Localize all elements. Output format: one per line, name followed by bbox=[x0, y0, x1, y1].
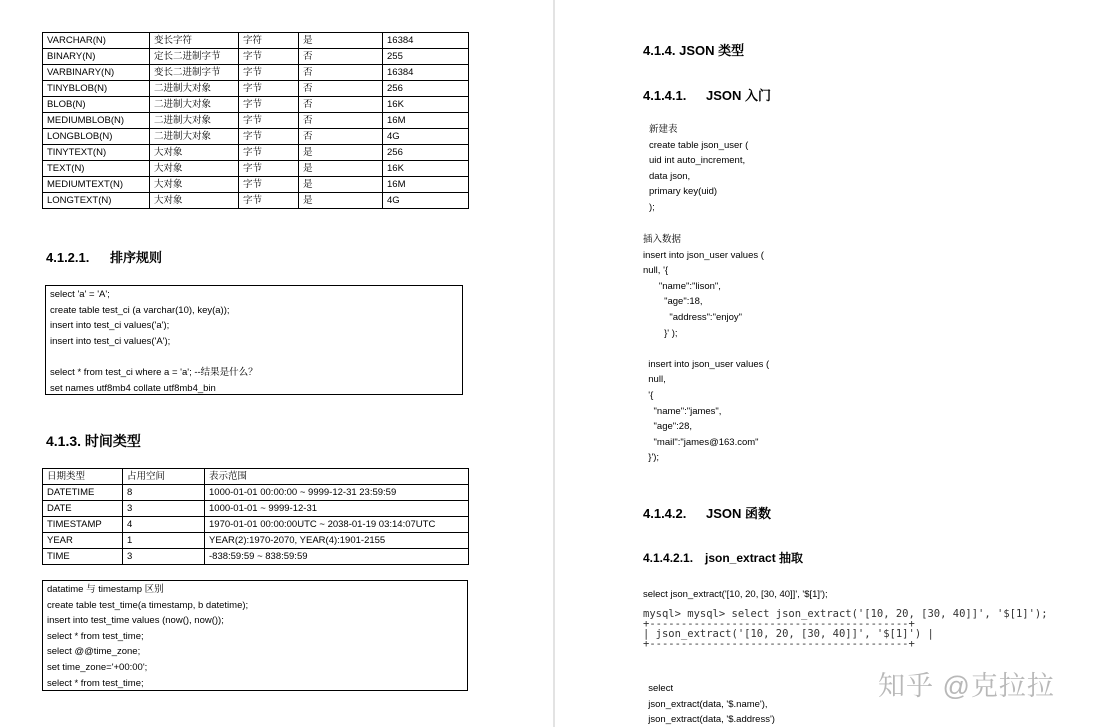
table-cell: 3 bbox=[123, 549, 205, 565]
table-cell: TIME bbox=[43, 549, 123, 565]
code-line: set names utf8mb4 collate utf8mb4_bin bbox=[50, 382, 216, 394]
table-cell: 16K bbox=[383, 161, 469, 177]
table-row bbox=[43, 97, 469, 113]
table-cell: 16M bbox=[383, 177, 469, 193]
table-cell: 3 bbox=[123, 501, 205, 517]
table-row bbox=[43, 177, 469, 193]
table-cell: 16384 bbox=[383, 65, 469, 81]
heading-sort-rules: 4.1.2.1. 排序规则 bbox=[46, 250, 163, 265]
table-row bbox=[43, 81, 469, 97]
code-line: "name":"james", bbox=[643, 405, 722, 417]
table-cell: 字节 bbox=[239, 81, 299, 97]
code-line: json_extract(data, '$.name'), bbox=[643, 698, 768, 710]
string-types-table bbox=[42, 32, 469, 209]
code-line: +-----------------------------------------+ bbox=[643, 618, 915, 630]
table-cell: 否 bbox=[299, 49, 383, 65]
table-cell: LONGTEXT(N) bbox=[43, 193, 150, 209]
table-cell: MEDIUMBLOB(N) bbox=[43, 113, 150, 129]
table-cell: 二进制大对象 bbox=[150, 113, 239, 129]
table-cell: 256 bbox=[383, 145, 469, 161]
table-cell: 16384 bbox=[383, 33, 469, 49]
table-row bbox=[43, 33, 469, 49]
code-line: create table json_user ( bbox=[649, 139, 749, 151]
code-line: insert into test_time values (now(), now()); bbox=[47, 615, 224, 627]
table-cell: YEAR bbox=[43, 533, 123, 549]
table-row bbox=[43, 469, 469, 485]
code-line bbox=[643, 341, 769, 357]
insert-data-code bbox=[643, 232, 769, 466]
table-cell: BLOB(N) bbox=[43, 97, 150, 113]
table-cell: 表示范围 bbox=[205, 469, 469, 485]
table-cell: 是 bbox=[299, 177, 383, 193]
table-row bbox=[43, 113, 469, 129]
code-line: uid int auto_increment, bbox=[649, 155, 746, 167]
table-cell: BINARY(N) bbox=[43, 49, 150, 65]
mysql-console-output bbox=[643, 609, 1048, 649]
code-line: primary key(uid) bbox=[649, 186, 718, 198]
table-cell: 大对象 bbox=[150, 177, 239, 193]
table-cell: 是 bbox=[299, 193, 383, 209]
code-line: data json, bbox=[649, 170, 691, 182]
table-cell: 是 bbox=[299, 145, 383, 161]
table-row bbox=[43, 501, 469, 517]
sort-rules-code-block bbox=[45, 285, 463, 395]
table-cell: 4G bbox=[383, 193, 469, 209]
code-line: }'); bbox=[643, 452, 660, 464]
table-cell: 字节 bbox=[239, 145, 299, 161]
time-types-table bbox=[42, 468, 469, 565]
table-cell: 字节 bbox=[239, 177, 299, 193]
watermark: 知乎 @克拉拉 bbox=[878, 671, 1055, 701]
create-table-code bbox=[649, 122, 748, 216]
table-cell: MEDIUMTEXT(N) bbox=[43, 177, 150, 193]
extract-example-line: select json_extract('[10, 20, [30, 40]]', '$[1]'); bbox=[643, 589, 828, 600]
code-line: select bbox=[643, 683, 674, 694]
table-cell: 1 bbox=[123, 533, 205, 549]
table-cell: LONGBLOB(N) bbox=[43, 129, 150, 145]
table-cell: 1000-01-01 00:00:00 ~ 9999-12-31 23:59:59 bbox=[205, 485, 469, 501]
table-cell: VARCHAR(N) bbox=[43, 33, 150, 49]
code-line: "age":28, bbox=[643, 421, 692, 433]
table-row bbox=[43, 533, 469, 549]
code-line: | json_extract('[10, 20, [30, 40]]', '$[1]') | bbox=[643, 628, 934, 640]
table-cell: DATETIME bbox=[43, 485, 123, 501]
table-cell: 字节 bbox=[239, 193, 299, 209]
table-row bbox=[43, 129, 469, 145]
table-cell: YEAR(2):1970-2070, YEAR(4):1901-2155 bbox=[205, 533, 469, 549]
code-line: '{ bbox=[643, 389, 654, 401]
code-line bbox=[50, 349, 462, 365]
code-line: ); bbox=[649, 201, 655, 213]
code-line: mysql> mysql> select json_extract('[10, 20, [30, 40]]', '$[1]'); bbox=[643, 608, 1048, 620]
heading-time-types: 4.1.3. 时间类型 bbox=[46, 433, 141, 449]
code-line: set time_zone='+00:00'; bbox=[47, 661, 148, 673]
table-cell: 大对象 bbox=[150, 161, 239, 177]
code-line: "mail":"james@163.com" bbox=[643, 436, 759, 448]
table-cell: 4 bbox=[123, 517, 205, 533]
table-cell: 字节 bbox=[239, 161, 299, 177]
table-cell: 8 bbox=[123, 485, 205, 501]
table-cell: 大对象 bbox=[150, 145, 239, 161]
code-line: create table test_ci (a varchar(10), key(a)); bbox=[50, 304, 230, 316]
code-line: insert into json_user values ( bbox=[643, 249, 764, 261]
code-line: select * from test_time; bbox=[47, 677, 144, 689]
table-cell: 否 bbox=[299, 129, 383, 145]
code-line: 新建表 bbox=[649, 124, 678, 135]
code-line: }' ); bbox=[643, 327, 678, 339]
code-line: json_extract(data, '$.address') bbox=[643, 714, 775, 726]
table-cell: 16K bbox=[383, 97, 469, 113]
table-cell: 256 bbox=[383, 81, 469, 97]
heading-json-functions: 4.1.4.2. JSON 函数 bbox=[643, 506, 772, 521]
table-cell: 二进制大对象 bbox=[150, 81, 239, 97]
table-row bbox=[43, 49, 469, 65]
table-row bbox=[43, 161, 469, 177]
table-row bbox=[43, 485, 469, 501]
table-cell: 字节 bbox=[239, 129, 299, 145]
table-cell: 255 bbox=[383, 49, 469, 65]
table-cell: 字节 bbox=[239, 113, 299, 129]
table-cell: 否 bbox=[299, 113, 383, 129]
table-cell: 二进制大对象 bbox=[150, 97, 239, 113]
table-cell: 变长二进制字节 bbox=[150, 65, 239, 81]
table-row bbox=[43, 549, 469, 565]
code-line: create table test_time(a timestamp, b datetime); bbox=[47, 599, 249, 611]
table-cell: 占用空间 bbox=[123, 469, 205, 485]
table-cell: DATE bbox=[43, 501, 123, 517]
table-row bbox=[43, 145, 469, 161]
table-cell: 日期类型 bbox=[43, 469, 123, 485]
code-line: select 'a' = 'A'; bbox=[50, 289, 110, 300]
code-line: "address":"enjoy" bbox=[643, 311, 743, 323]
table-row bbox=[43, 65, 469, 81]
table-cell: 定长二进制字节 bbox=[150, 49, 239, 65]
code-line: insert into test_ci values('A'); bbox=[50, 335, 171, 347]
code-line: insert into test_ci values('a'); bbox=[50, 320, 170, 332]
table-cell: 是 bbox=[299, 161, 383, 177]
code-line: select * from test_ci where a = 'a'; --结果是什么？ bbox=[50, 366, 258, 378]
code-line: insert into json_user values ( bbox=[643, 358, 770, 370]
select-extract-code bbox=[643, 681, 775, 727]
table-cell: 1970-01-01 00:00:00UTC ~ 2038-01-19 03:14:07UTC bbox=[205, 517, 469, 533]
table-cell: 16M bbox=[383, 113, 469, 129]
table-cell: VARBINARY(N) bbox=[43, 65, 150, 81]
table-cell: TIMESTAMP bbox=[43, 517, 123, 533]
code-line: "name":"lison", bbox=[643, 280, 721, 292]
table-cell: 否 bbox=[299, 81, 383, 97]
table-cell: 否 bbox=[299, 97, 383, 113]
heading-json-intro: 4.1.4.1. JSON 入门 bbox=[643, 88, 772, 103]
table-cell: 二进制大对象 bbox=[150, 129, 239, 145]
table-cell: 字节 bbox=[239, 49, 299, 65]
table-cell: TINYBLOB(N) bbox=[43, 81, 150, 97]
time-types-code-block bbox=[42, 580, 468, 691]
table-cell: TINYTEXT(N) bbox=[43, 145, 150, 161]
code-line: 插入数据 bbox=[643, 234, 682, 245]
table-cell: 是 bbox=[299, 33, 383, 49]
code-line: "age":18, bbox=[643, 296, 703, 308]
table-cell: 字节 bbox=[239, 65, 299, 81]
table-cell: -838:59:59 ~ 838:59:59 bbox=[205, 549, 469, 565]
code-line: datatime 与 timestamp 区别 bbox=[47, 584, 164, 595]
table-cell: 变长字符 bbox=[150, 33, 239, 49]
code-line: select * from test_time; bbox=[47, 630, 144, 642]
table-cell: 大对象 bbox=[150, 193, 239, 209]
code-line: +-----------------------------------------+ bbox=[643, 638, 915, 650]
heading-json-extract: 4.1.4.2.1. json_extract 抽取 bbox=[643, 551, 804, 565]
table-cell: 4G bbox=[383, 129, 469, 145]
table-row bbox=[43, 517, 469, 533]
table-cell: TEXT(N) bbox=[43, 161, 150, 177]
code-line: null, '{ bbox=[643, 265, 669, 277]
table-cell: 字符 bbox=[239, 33, 299, 49]
table-cell: 字节 bbox=[239, 97, 299, 113]
code-line: null, bbox=[643, 374, 666, 386]
table-cell: 1000-01-01 ~ 9999-12-31 bbox=[205, 501, 469, 517]
table-cell: 否 bbox=[299, 65, 383, 81]
code-line: select @@time_zone; bbox=[47, 646, 141, 658]
table-row bbox=[43, 193, 469, 209]
heading-json-type: 4.1.4. JSON 类型 bbox=[643, 43, 745, 58]
